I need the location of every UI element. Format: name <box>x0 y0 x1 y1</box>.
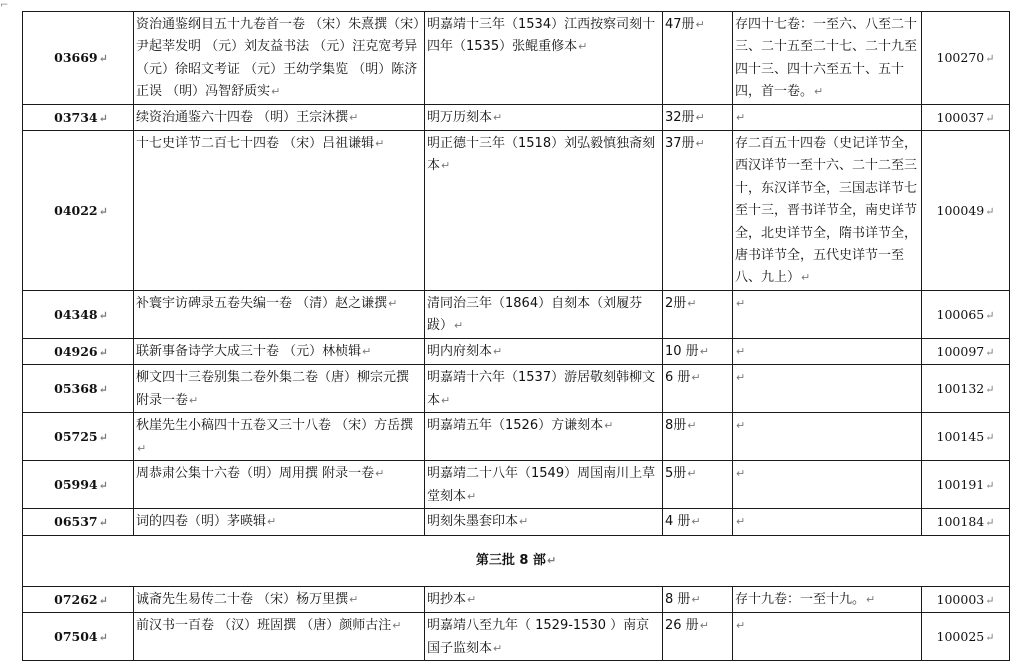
catalog-number: 03734↵ <box>23 104 134 130</box>
table-row <box>23 509 1010 535</box>
book-title: 周恭肃公集十六卷（明）周用撰 附录一卷↵ <box>134 461 425 509</box>
book-title: 前汉书一百卷 （汉）班固撰 （唐）颜师古注↵ <box>134 613 425 661</box>
book-title: 续资治通鉴六十四卷 （明）王宗沐撰↵ <box>134 104 425 130</box>
collection-code: 100025↵ <box>922 613 1010 661</box>
edition: 明嘉靖五年（1526）方谦刻本↵ <box>425 413 663 461</box>
table-row <box>23 586 1010 612</box>
catalog-number: 04348↵ <box>23 290 134 338</box>
edition: 明内府刻本↵ <box>425 338 663 364</box>
remarks: 存十九卷：一至十九。↵ <box>733 586 922 612</box>
edition: 明刻朱墨套印本↵ <box>425 509 663 535</box>
volume-count: 2册↵ <box>663 290 733 338</box>
collection-code: 100132↵ <box>922 365 1010 413</box>
remarks: ↵ <box>733 104 922 130</box>
volume-count: 4 册↵ <box>663 509 733 535</box>
table-row <box>23 461 1010 509</box>
remarks: ↵ <box>733 413 922 461</box>
edition: 明万历刻本↵ <box>425 104 663 130</box>
catalog-table <box>22 11 1010 661</box>
volume-count: 8册↵ <box>663 413 733 461</box>
book-title: 柳文四十三卷别集二卷外集二卷（唐）柳宗元撰 附录一卷↵ <box>134 365 425 413</box>
volume-count: 47册↵ <box>663 12 733 105</box>
table-row <box>23 365 1010 413</box>
table-row <box>23 12 1010 105</box>
collection-code: 100049↵ <box>922 131 1010 291</box>
catalog-number: 06537↵ <box>23 509 134 535</box>
table-row <box>23 290 1010 338</box>
volume-count: 6 册↵ <box>663 365 733 413</box>
remarks: ↵ <box>733 613 922 661</box>
volume-count: 10 册↵ <box>663 338 733 364</box>
book-title: 补寰宇访碑录五卷失编一卷 （清）赵之谦撰↵ <box>134 290 425 338</box>
book-title: 资治通鉴纲目五十九卷首一卷 （宋）朱熹撰（宋）尹起莘发明 （元）刘友益书法 （元）汪克宽考异 （元）徐昭文考证 （元）王幼学集览 （明）陈济正误 （明）冯智舒质实↵ <box>134 12 425 105</box>
book-title: 秋崖先生小稿四十五卷又三十八卷 （宋）方岳撰↵ <box>134 413 425 461</box>
volume-count: 32册↵ <box>663 104 733 130</box>
table-row <box>23 338 1010 364</box>
edition: 明正德十三年（1518）刘弘毅慎独斋刻本↵ <box>425 131 663 291</box>
remarks: ↵ <box>733 461 922 509</box>
remarks: 存四十七卷：一至六、八至二十三、二十五至二十七、二十九至四十三、四十六至五十、五十四，首一卷。↵ <box>733 12 922 105</box>
catalog-number: 07504↵ <box>23 613 134 661</box>
catalog-number: 03669↵ <box>23 12 134 105</box>
edition: 明抄本↵ <box>425 586 663 612</box>
edition: 明嘉靖十三年（1534）江西按察司刻十四年（1535）张鲲重修本↵ <box>425 12 663 105</box>
catalog-number: 04022↵ <box>23 131 134 291</box>
page-corner-mark: ⌐ <box>0 0 9 11</box>
collection-code: 100037↵ <box>922 104 1010 130</box>
remarks: ↵ <box>733 290 922 338</box>
collection-code: 100184↵ <box>922 509 1010 535</box>
collection-code: 100003↵ <box>922 586 1010 612</box>
remarks: ↵ <box>733 365 922 413</box>
catalog-number: 05725↵ <box>23 413 134 461</box>
table-row <box>23 413 1010 461</box>
batch-heading-row <box>23 535 1010 586</box>
catalog-number: 04926↵ <box>23 338 134 364</box>
table-row <box>23 104 1010 130</box>
volume-count: 37册↵ <box>663 131 733 291</box>
collection-code: 100065↵ <box>922 290 1010 338</box>
book-title: 联新事备诗学大成三十卷 （元）林桢辑↵ <box>134 338 425 364</box>
volume-count: 5册↵ <box>663 461 733 509</box>
edition: 清同治三年（1864）自刻本（刘履芬跋）↵ <box>425 290 663 338</box>
book-title: 词的四卷（明）茅暎辑↵ <box>134 509 425 535</box>
remarks: 存二百五十四卷（史记详节全，西汉详节一至十六、二十二至三十，东汉详节全，三国志详节七至十三，晋书详节全，南史详节全，北史详节全，隋书详节全，唐书详节全，五代史详节一至八、九上）↵ <box>733 131 922 291</box>
catalog-number: 05368↵ <box>23 365 134 413</box>
book-title: 十七史详节二百七十四卷 （宋）吕祖谦辑↵ <box>134 131 425 291</box>
collection-code: 100097↵ <box>922 338 1010 364</box>
catalog-number: 05994↵ <box>23 461 134 509</box>
catalog-number: 07262↵ <box>23 586 134 612</box>
remarks: ↵ <box>733 509 922 535</box>
table-row <box>23 613 1010 661</box>
edition: 明嘉靖十六年（1537）游居敬刻韩柳文本↵ <box>425 365 663 413</box>
edition: 明嘉靖八至九年（ 1529-1530 ）南京国子监刻本↵ <box>425 613 663 661</box>
batch-heading: 第三批 8 部↵ <box>23 535 1010 586</box>
table-row <box>23 131 1010 291</box>
volume-count: 8 册↵ <box>663 586 733 612</box>
collection-code: 100191↵ <box>922 461 1010 509</box>
remarks: ↵ <box>733 338 922 364</box>
edition: 明嘉靖二十八年（1549）周国南川上草堂刻本↵ <box>425 461 663 509</box>
volume-count: 26 册↵ <box>663 613 733 661</box>
collection-code: 100270↵ <box>922 12 1010 105</box>
book-title: 诚斋先生易传二十卷 （宋）杨万里撰↵ <box>134 586 425 612</box>
collection-code: 100145↵ <box>922 413 1010 461</box>
